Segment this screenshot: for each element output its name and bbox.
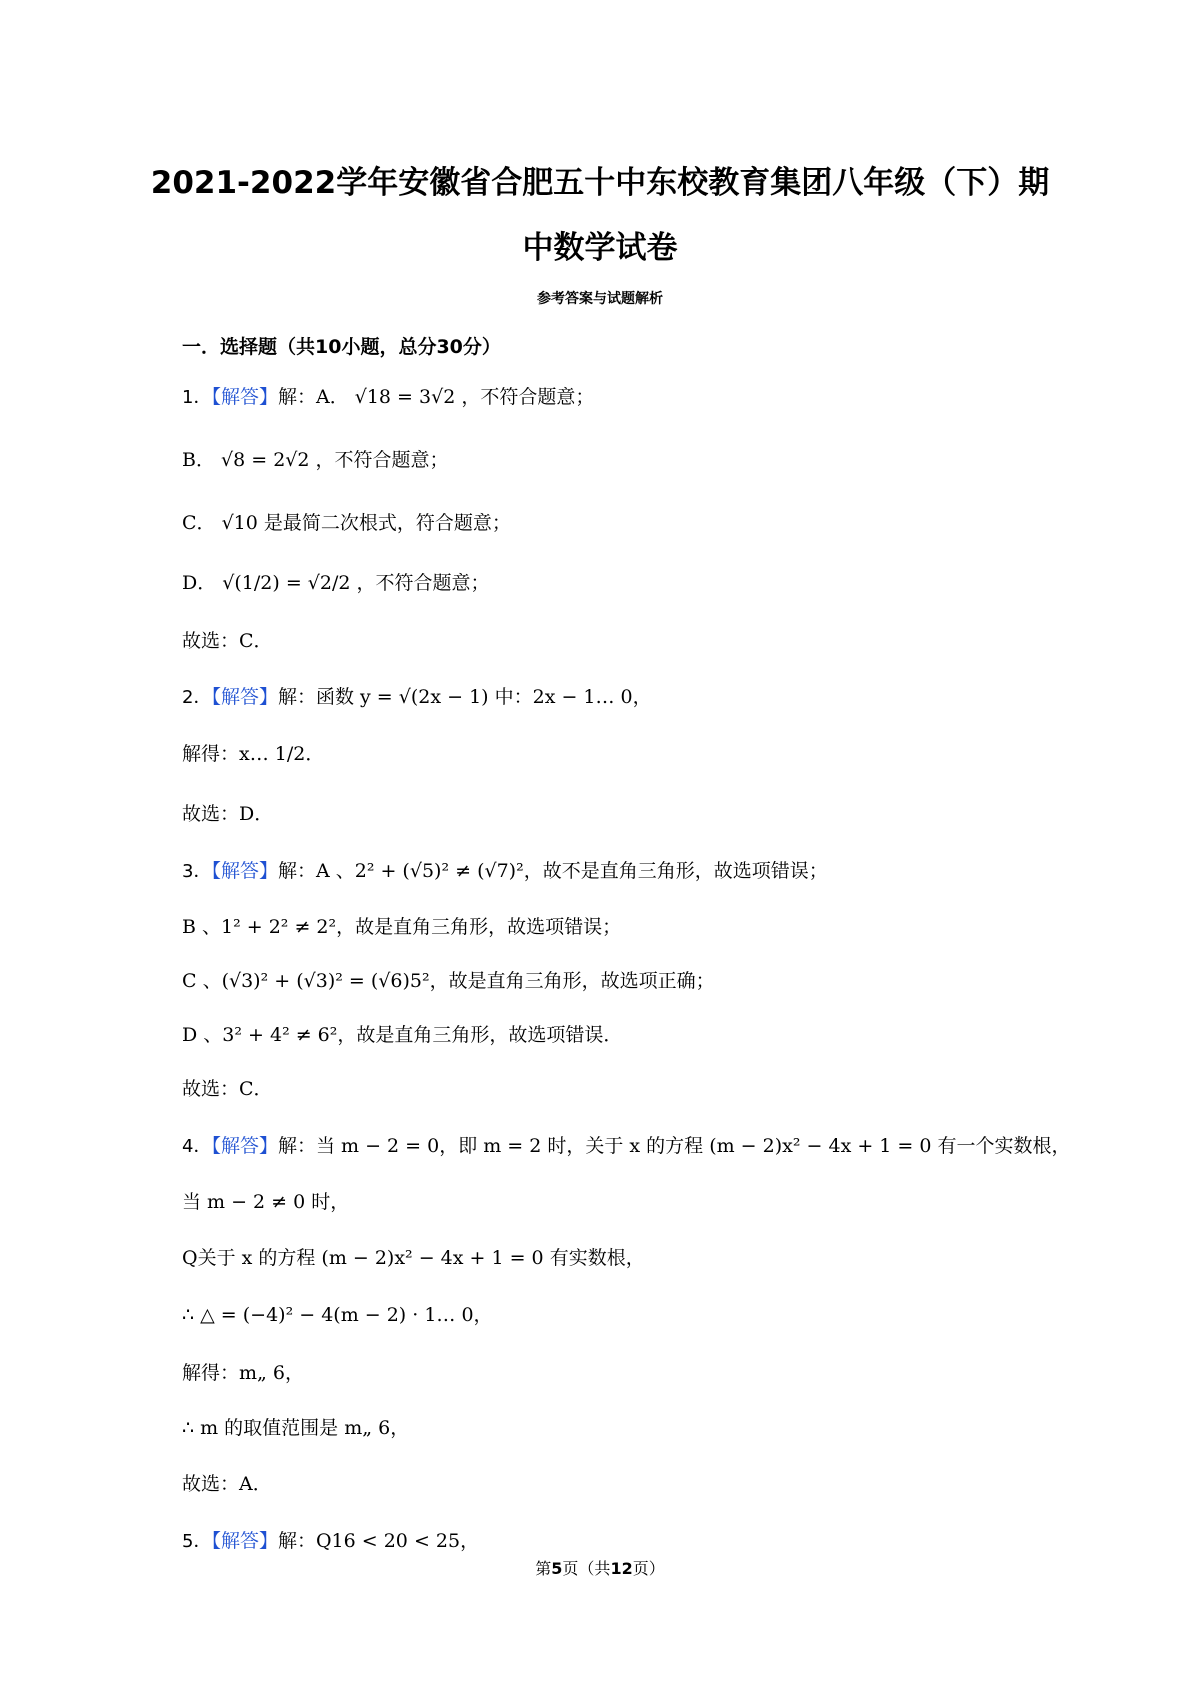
answer-line: B 、1² + 2² ≠ 2²，故是直角三角形，故选项错误； <box>182 916 622 938</box>
answer-line <box>182 1137 1071 1156</box>
answer-keyword: 【解答】 <box>211 1530 278 1552</box>
answer-line <box>182 688 652 707</box>
question-number: 4． <box>182 1136 212 1157</box>
document-title-line-1: 2021-2022学年安徽省合肥五十中东校教育集团八年级（下）期 <box>150 165 1050 201</box>
document-subtitle: 参考答案与试题解析 <box>537 291 663 307</box>
question-number: 1． <box>182 387 212 408</box>
answer-line: 解得：m„ 6， <box>182 1362 304 1384</box>
answer-keyword: 【解答】 <box>211 860 278 882</box>
answer-text: 解：A 、2² + (√5)² ≠ (√7)²，故不是直角三角形，故选项错误； <box>277 860 828 882</box>
answer-text: 解：Q16 < 20 < 25， <box>277 1530 480 1552</box>
answer-line: ∴ m 的取值范围是 m„ 6， <box>182 1417 410 1439</box>
answer-line: 故选：A． <box>182 1473 272 1495</box>
document-title-line-2: 中数学试卷 <box>522 230 678 266</box>
question-number: 5． <box>182 1531 212 1552</box>
answer-line: D． √(1/2) = √2/2 ，不符合题意； <box>182 572 490 594</box>
answer-line: 故选：C． <box>182 630 273 652</box>
section-heading: 一．选择题（共10小题，总分30分） <box>182 336 501 358</box>
footer-prefix: 第 <box>535 1559 552 1578</box>
answer-text: 解：当 m − 2 = 0，即 m = 2 时，关于 x 的方程 (m − 2)x² − 4x + 1 = 0 有一个实数根， <box>277 1135 1071 1157</box>
footer-middle: 页（共 <box>562 1559 611 1578</box>
footer-page-number: 5 <box>551 1559 563 1578</box>
footer-suffix: 页） <box>632 1559 665 1578</box>
answer-keyword: 【解答】 <box>211 1135 278 1157</box>
answer-line <box>182 388 594 407</box>
question-number: 3． <box>182 861 212 882</box>
answer-keyword: 【解答】 <box>211 686 278 708</box>
answer-line: 故选：D． <box>182 803 274 825</box>
answer-line: C． √10 是最简二次根式，符合题意； <box>182 512 511 534</box>
answer-line: C 、(√3)² + (√3)² = (√6)5²，故是直角三角形，故选项正确； <box>182 970 715 992</box>
answer-line: 当 m − 2 ≠ 0 时， <box>182 1191 350 1213</box>
page-footer <box>0 1556 1200 1579</box>
answer-keyword: 【解答】 <box>211 386 278 408</box>
answer-line: ∴ △ = (−4)² − 4(m − 2) · 1… 0， <box>182 1304 493 1326</box>
footer-total-pages: 12 <box>610 1559 633 1578</box>
answer-line <box>182 1532 479 1551</box>
answer-line: 解得：x… 1/2． <box>182 743 325 765</box>
answer-line: 故选：C． <box>182 1078 273 1100</box>
answer-line: D 、3² + 4² ≠ 6²，故是直角三角形，故选项错误． <box>182 1024 623 1046</box>
answer-text: 解：A． √18 = 3√2 ，不符合题意； <box>277 386 595 408</box>
answer-line: B． √8 = 2√2 ，不符合题意； <box>182 449 449 471</box>
question-number: 2． <box>182 687 212 708</box>
answer-line: Q关于 x 的方程 (m − 2)x² − 4x + 1 = 0 有实数根， <box>182 1247 645 1269</box>
answer-line <box>182 862 828 881</box>
answer-text: 解：函数 y = √(2x − 1) 中：2x − 1… 0， <box>277 686 652 708</box>
